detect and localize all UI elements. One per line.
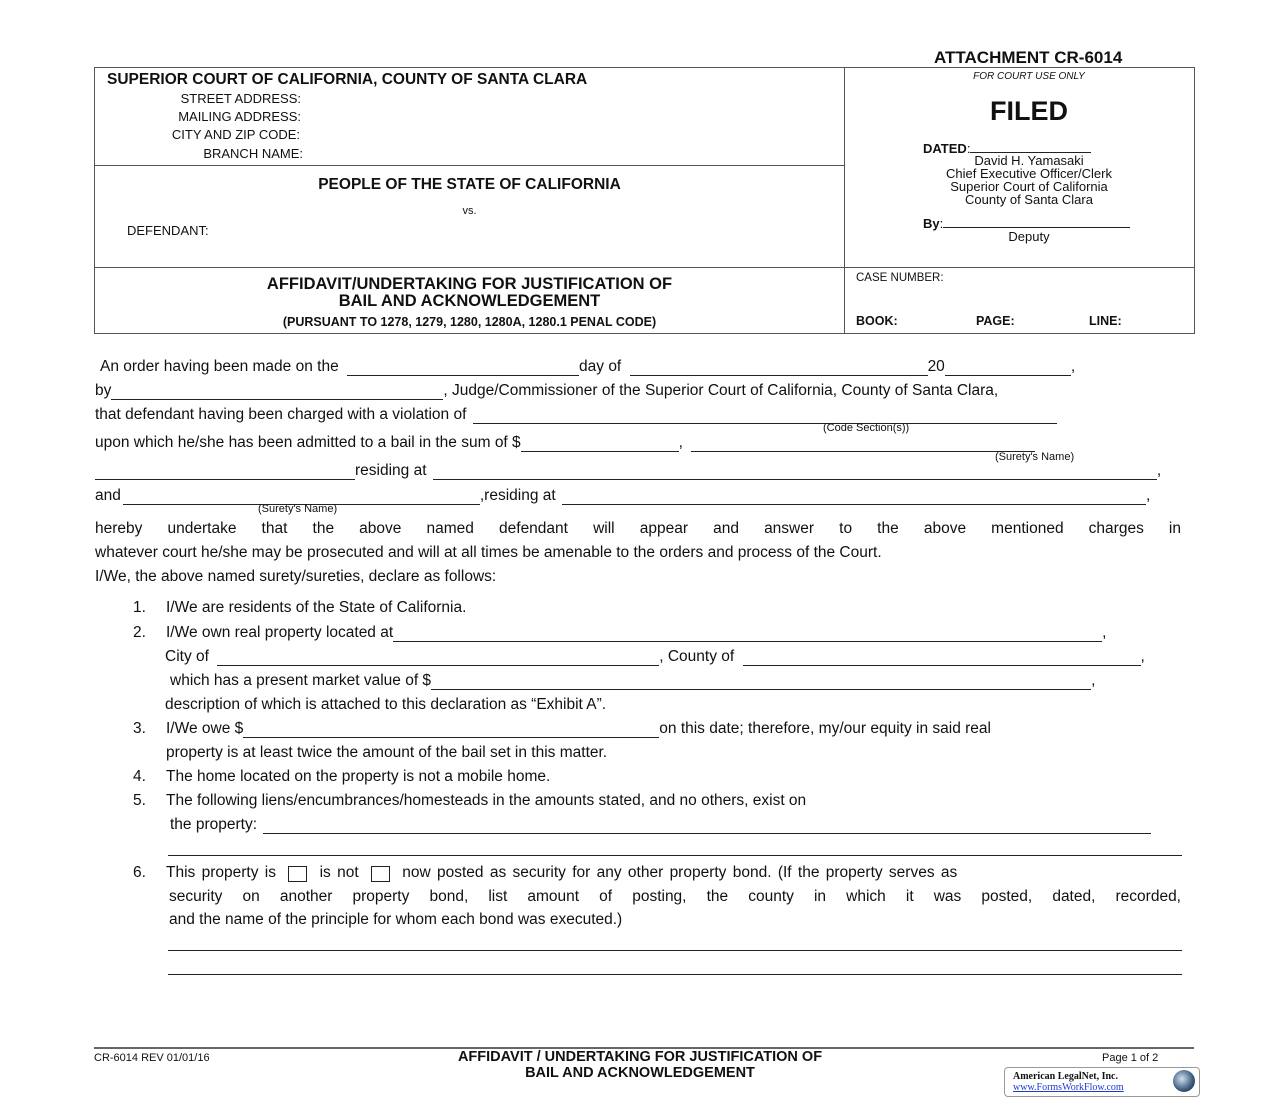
item-1-text: I/We are residents of the State of California. <box>166 599 467 616</box>
clerk-title: Chief Executive Officer/Clerk <box>946 166 1112 181</box>
residing-at-text: ,residing at <box>479 487 556 504</box>
item-2-text: I/We own real property located at <box>166 624 394 641</box>
case-number-label: CASE NUMBER: <box>856 272 944 284</box>
order-year-field[interactable] <box>945 360 1071 376</box>
divider <box>94 267 1194 268</box>
comma: , <box>1146 487 1151 504</box>
form-title <box>94 276 845 310</box>
item-5-number: 5. <box>133 792 146 809</box>
book-label: BOOK: <box>856 314 898 328</box>
by-label: By <box>923 216 940 231</box>
order-text: An order having been made on the <box>100 358 339 375</box>
attachment-label: ATTACHMENT CR-6014 <box>934 48 1123 67</box>
city-field[interactable] <box>217 650 659 666</box>
bond-details-line2[interactable] <box>168 974 1182 975</box>
undertake-line2: whatever court he/she may be prosecuted and will at all times be amenable to the orders and process of the Court. <box>95 544 882 561</box>
county-field[interactable] <box>743 650 1141 666</box>
dated-label: DATED <box>923 141 967 156</box>
item-5-text: The following liens/encumbrances/homesteads in the amounts stated, and no others, exist on <box>166 792 807 809</box>
year-prefix: 20 <box>927 358 945 375</box>
description-text: description of which is attached to this declaration as “Exhibit A”. <box>165 696 607 713</box>
by-field: By: <box>923 215 1130 231</box>
footer-title-line1: AFFIDAVIT / UNDERTAKING FOR JUSTIFICATION OF <box>457 1049 823 1065</box>
declare-text: I/We, the above named surety/sureties, declare as follows: <box>95 568 497 585</box>
residing-at-text: residing at <box>355 462 427 479</box>
comma: , <box>1070 358 1076 375</box>
item-6-line2: security on another property bond, list amount of posting, the county in which it was posted, dated, recorded, <box>169 888 1181 905</box>
by-text: by <box>95 382 112 399</box>
defendant-label: DEFENDANT: <box>127 223 209 238</box>
market-value-row <box>170 672 1095 690</box>
branch-name-label: BRANCH NAME: <box>203 146 303 161</box>
logo-url[interactable]: www.FormsWorkFlow.com <box>1013 1082 1124 1093</box>
item-2-number: 2. <box>133 624 146 641</box>
property-location-field[interactable] <box>393 626 1102 642</box>
surety1-name-continued-field[interactable] <box>95 464 355 480</box>
court-name: SUPERIOR COURT OF CALIFORNIA, COUNTY OF SANTA CLARA <box>107 71 588 88</box>
surety1-address-field[interactable] <box>433 464 1157 480</box>
clerk-county: County of Santa Clara <box>965 192 1093 207</box>
form-subtitle: (PURSUANT TO 1278, 1279, 1280, 1280A, 1280.1 PENAL CODE) <box>282 315 657 329</box>
item-1-number: 1. <box>133 599 146 616</box>
order-row <box>100 358 1075 376</box>
comma: , <box>1140 648 1145 665</box>
is-checkbox[interactable] <box>288 866 307 882</box>
bond-details-line1[interactable] <box>168 950 1182 951</box>
order-date-field[interactable] <box>347 360 579 376</box>
divider <box>94 165 845 166</box>
dated-line <box>970 140 1091 153</box>
clerk-name: David H. Yamasaki <box>974 153 1084 168</box>
city-zip-label: CITY AND ZIP CODE: <box>171 127 300 142</box>
liens-row <box>170 816 1151 834</box>
item-2-row <box>166 624 1106 642</box>
footer-title-line2: BAIL AND ACKNOWLEDGEMENT <box>525 1065 755 1081</box>
violation-text: that defendant having been charged with a violation of <box>95 406 467 423</box>
city-county-row <box>165 648 1145 666</box>
plaintiff: PEOPLE OF THE STATE OF CALIFORNIA <box>318 176 621 193</box>
judge-row <box>95 382 998 400</box>
market-value-field[interactable] <box>431 674 1091 690</box>
comma: , <box>678 434 683 451</box>
surety1-name-hint: (Surety's Name) <box>995 451 1075 463</box>
county-of-text: , County of <box>659 648 735 665</box>
form-title-line1: AFFIDAVIT/UNDERTAKING FOR JUSTIFICATION OF <box>266 275 673 293</box>
comma: , <box>1091 672 1096 689</box>
filed-stamp: FILED <box>990 96 1068 126</box>
item-6-text-cont: now posted as security for any other property bond. (If the property serves as <box>402 864 958 881</box>
bail-row <box>95 434 1035 452</box>
judge-text: , Judge/Commissioner of the Superior Court of California, County of Santa Clara, <box>443 382 999 399</box>
amount-owed-field[interactable] <box>243 722 659 738</box>
item-4-number: 4. <box>133 768 146 785</box>
comma: , <box>1156 462 1162 479</box>
logo-name: American LegalNet, Inc. <box>1013 1071 1118 1082</box>
mailing-address-label: MAILING ADDRESS: <box>178 109 301 124</box>
the-property-text: the property: <box>170 816 258 833</box>
item-3-text: I/We owe $ <box>166 720 244 737</box>
globe-icon <box>1173 1070 1195 1092</box>
page-label: PAGE: <box>976 314 1015 328</box>
market-value-text: which has a present market value of $ <box>170 672 432 689</box>
deputy-label: Deputy <box>1008 229 1050 244</box>
undertake-line1: hereby undertake that the above named defendant will appear and answer to the above mentioned charges in <box>95 520 1181 537</box>
street-address-label: STREET ADDRESS: <box>180 91 301 106</box>
page-number: Page 1 of 2 <box>1102 1052 1159 1064</box>
surety2-name-hint: (Surety's Name) <box>258 503 338 515</box>
clerk-court: Superior Court of California <box>950 179 1108 194</box>
item-6-text: This property is <box>166 864 276 881</box>
surety1-name-field[interactable] <box>691 436 1035 452</box>
clerk-block <box>845 154 1213 206</box>
dated-field: DATED: <box>923 140 1091 156</box>
item-3-number: 3. <box>133 720 146 737</box>
and-text: and <box>95 487 121 504</box>
residing-row-2 <box>95 487 1150 505</box>
code-section-field[interactable] <box>473 408 1057 424</box>
city-of-text: City of <box>165 648 209 665</box>
comma: , <box>1102 624 1107 641</box>
form-title-line2: BAIL AND ACKNOWLEDGEMENT <box>338 292 601 310</box>
order-month-field[interactable] <box>630 360 928 376</box>
residing-row-1 <box>95 462 1161 480</box>
day-of-text: day of <box>579 358 622 375</box>
item-3-line2: property is at least twice the amount of the bail set in this matter. <box>166 744 608 761</box>
code-section-hint: (Code Section(s)) <box>823 422 910 434</box>
vs-label: vs. <box>462 205 477 217</box>
judge-name-field[interactable] <box>111 384 443 400</box>
is-not-text: is not <box>319 864 359 881</box>
violation-row <box>95 406 1057 424</box>
item-6-row <box>166 864 957 882</box>
by-line <box>943 215 1130 228</box>
footer-title <box>360 1049 920 1081</box>
line-label: LINE: <box>1089 314 1122 328</box>
item-3-text-cont: on this date; therefore, my/our equity in said real <box>659 720 991 737</box>
item-6-number: 6. <box>133 864 146 881</box>
is-not-checkbox[interactable] <box>371 866 390 882</box>
liens-field-line2[interactable] <box>168 855 1182 856</box>
item-4-text: The home located on the property is not a mobile home. <box>166 768 551 785</box>
court-use-label: FOR COURT USE ONLY <box>973 71 1085 82</box>
surety2-address-field[interactable] <box>562 489 1146 505</box>
bail-text: upon which he/she has been admitted to a bail in the sum of $ <box>95 434 521 451</box>
item-3-row <box>166 720 991 738</box>
bail-amount-field[interactable] <box>521 436 679 452</box>
liens-field[interactable] <box>263 818 1151 834</box>
form-id: CR-6014 REV 01/01/16 <box>94 1052 210 1064</box>
item-6-line3: and the name of the principle for whom each bond was executed.) <box>169 911 623 928</box>
american-legalnet-logo <box>1004 1067 1200 1097</box>
